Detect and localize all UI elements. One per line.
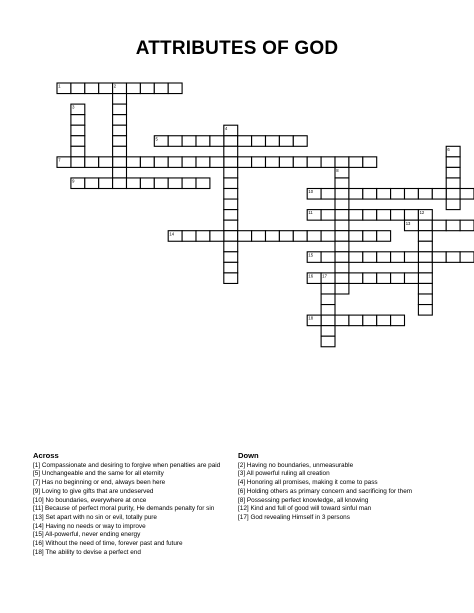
clue-text: Without the need of time, forever past and future bbox=[45, 540, 183, 548]
page-title: ATTRIBUTES OF GOD bbox=[135, 38, 339, 59]
grid-cell[interactable] bbox=[446, 178, 460, 189]
grid-cell[interactable] bbox=[321, 189, 335, 200]
clue-number: 2 bbox=[239, 461, 244, 469]
grid-cell[interactable] bbox=[405, 252, 419, 263]
grid-cell[interactable] bbox=[71, 157, 85, 168]
across-clue: [15] All-powerful, never ending energy bbox=[33, 531, 141, 539]
grid-cell[interactable] bbox=[335, 283, 349, 294]
cell-number: 7 bbox=[58, 157, 61, 163]
grid-cell[interactable] bbox=[418, 241, 432, 252]
clue-text: Honoring all promises, making it come to pass bbox=[246, 479, 378, 487]
grid-cell[interactable] bbox=[391, 252, 405, 263]
across-clue: [18] The ability to devise a perfect end bbox=[33, 548, 141, 556]
clue-text: Holding others as primary concern and sacrificing for them bbox=[246, 487, 413, 495]
grid-cell[interactable] bbox=[321, 231, 335, 242]
grid-cell[interactable] bbox=[432, 220, 446, 231]
grid-cell[interactable] bbox=[335, 252, 349, 263]
grid-cell[interactable] bbox=[349, 210, 363, 221]
grid-cell[interactable] bbox=[196, 178, 210, 189]
clue-number: 6 bbox=[239, 487, 244, 495]
grid-cell[interactable] bbox=[349, 252, 363, 263]
clue-number: 10 bbox=[34, 496, 42, 504]
grid-cell[interactable] bbox=[377, 273, 391, 284]
grid-cell[interactable] bbox=[71, 83, 85, 94]
grid-cell[interactable] bbox=[224, 210, 238, 221]
grid-cell[interactable] bbox=[85, 178, 99, 189]
grid-cell[interactable] bbox=[321, 157, 335, 168]
across-clue: [16] Without the need of time, forever past and future bbox=[33, 540, 183, 548]
clue-number: 14 bbox=[34, 522, 42, 530]
grid-cell[interactable] bbox=[113, 104, 127, 115]
grid-cell[interactable] bbox=[363, 315, 377, 326]
grid-cell[interactable] bbox=[99, 178, 113, 189]
clue-number: 12 bbox=[239, 505, 247, 513]
grid-cell[interactable] bbox=[391, 189, 405, 200]
grid-cell[interactable] bbox=[335, 220, 349, 231]
grid-cell[interactable] bbox=[113, 157, 127, 168]
grid-cell[interactable] bbox=[168, 178, 182, 189]
grid-cell[interactable] bbox=[279, 157, 293, 168]
grid-cell[interactable] bbox=[349, 189, 363, 200]
grid-cell[interactable] bbox=[85, 157, 99, 168]
grid-cell[interactable] bbox=[224, 199, 238, 210]
across-heading: Across bbox=[33, 451, 59, 460]
grid-cell[interactable] bbox=[293, 231, 307, 242]
grid-cell[interactable] bbox=[224, 220, 238, 231]
cell-number: 18 bbox=[308, 315, 314, 321]
grid-cell[interactable] bbox=[238, 136, 252, 147]
grid-cell[interactable] bbox=[140, 157, 154, 168]
clue-number: 16 bbox=[34, 540, 42, 548]
clue-number: 1 bbox=[34, 461, 39, 469]
across-clue: [13] Set apart with no sin or evil, totally pure bbox=[33, 513, 157, 521]
down-clue: [6] Holding others as primary concern and sacrificing for them bbox=[238, 487, 413, 495]
grid-cell[interactable] bbox=[418, 273, 432, 284]
grid-cell[interactable] bbox=[154, 83, 168, 94]
grid-cell[interactable] bbox=[377, 210, 391, 221]
grid-cell[interactable] bbox=[418, 262, 432, 273]
grid-cell[interactable] bbox=[140, 178, 154, 189]
grid-cell[interactable] bbox=[335, 189, 349, 200]
grid-cell[interactable] bbox=[224, 241, 238, 252]
grid-cell[interactable] bbox=[210, 136, 224, 147]
down-clue: [4] Honoring all promises, making it come to pass bbox=[238, 479, 378, 487]
grid-cell[interactable] bbox=[168, 83, 182, 94]
grid-cell[interactable] bbox=[168, 157, 182, 168]
grid-cell[interactable] bbox=[335, 157, 349, 168]
grid-cell[interactable] bbox=[252, 231, 266, 242]
grid-cell[interactable] bbox=[321, 252, 335, 263]
grid-cell[interactable] bbox=[418, 305, 432, 316]
across-clue: [14] Having no needs or way to improve bbox=[33, 522, 146, 530]
grid-cell[interactable] bbox=[432, 252, 446, 263]
grid-cell[interactable] bbox=[418, 283, 432, 294]
clue-text: Kind and full of good will toward sinful man bbox=[250, 505, 372, 513]
grid-cell[interactable] bbox=[335, 241, 349, 252]
cell-number: 1 bbox=[58, 83, 61, 89]
grid-cell[interactable] bbox=[446, 252, 460, 263]
grid-cell[interactable] bbox=[182, 178, 196, 189]
grid-cell[interactable] bbox=[182, 231, 196, 242]
across-clue: [7] Has no beginning or end, always been here bbox=[33, 479, 166, 487]
grid-cell[interactable] bbox=[99, 157, 113, 168]
grid-cell[interactable] bbox=[140, 83, 154, 94]
grid-cell[interactable] bbox=[321, 336, 335, 347]
cell-number: 2 bbox=[113, 83, 117, 89]
grid-cell[interactable] bbox=[363, 210, 377, 221]
grid-cell[interactable] bbox=[293, 157, 307, 168]
grid-cell[interactable] bbox=[113, 94, 127, 105]
down-clue: [2] Having no boundaries, unmeasurable bbox=[238, 461, 354, 469]
grid-cell[interactable] bbox=[335, 178, 349, 189]
grid-cell[interactable] bbox=[113, 167, 127, 178]
grid-cell[interactable] bbox=[363, 273, 377, 284]
clue-text: Possessing perfect knowledge, all knowing bbox=[246, 496, 369, 504]
grid-cell[interactable] bbox=[196, 136, 210, 147]
grid-cell[interactable] bbox=[182, 157, 196, 168]
grid-cell[interactable] bbox=[432, 189, 446, 200]
clue-text: Having no boundaries, unmeasurable bbox=[246, 461, 354, 469]
grid-cell[interactable] bbox=[224, 273, 238, 284]
grid-cell[interactable] bbox=[279, 231, 293, 242]
grid-cell[interactable] bbox=[349, 231, 363, 242]
across-clue: [1] Compassionate and desiring to forgive when penalties are paid bbox=[33, 461, 221, 469]
clue-number: 13 bbox=[34, 513, 42, 521]
grid-cell[interactable] bbox=[321, 283, 335, 294]
grid-cell[interactable] bbox=[418, 252, 432, 263]
grid-cell[interactable] bbox=[391, 273, 405, 284]
grid-cell[interactable] bbox=[71, 136, 85, 147]
cell-number: 16 bbox=[308, 273, 314, 279]
grid-cell[interactable] bbox=[405, 189, 419, 200]
grid-cell[interactable] bbox=[363, 189, 377, 200]
grid-cell[interactable] bbox=[154, 157, 168, 168]
grid-cell[interactable] bbox=[349, 315, 363, 326]
grid-cell[interactable] bbox=[307, 157, 321, 168]
grid-cell[interactable] bbox=[113, 125, 127, 136]
across-clue: [5] Unchangeable and the same for all eternity bbox=[33, 470, 164, 478]
grid-cell[interactable] bbox=[460, 189, 474, 200]
grid-cell[interactable] bbox=[335, 262, 349, 273]
grid-cell[interactable] bbox=[196, 231, 210, 242]
grid-cell[interactable] bbox=[335, 273, 349, 284]
cell-number: 15 bbox=[308, 252, 314, 258]
grid-cell[interactable] bbox=[307, 231, 321, 242]
grid-cell[interactable] bbox=[321, 305, 335, 316]
grid-cell[interactable] bbox=[154, 178, 168, 189]
grid-cell[interactable] bbox=[266, 231, 280, 242]
grid-cell[interactable] bbox=[349, 273, 363, 284]
grid-cell[interactable] bbox=[224, 231, 238, 242]
down-clue: [8] Possessing perfect knowledge, all knowing bbox=[238, 496, 369, 504]
clue-number: 4 bbox=[239, 479, 244, 487]
grid-cell[interactable] bbox=[224, 189, 238, 200]
cell-number: 13 bbox=[405, 220, 411, 226]
grid-cell[interactable] bbox=[446, 157, 460, 168]
clue-number: 5 bbox=[34, 470, 39, 478]
grid-cell[interactable] bbox=[418, 231, 432, 242]
grid-cell[interactable] bbox=[446, 167, 460, 178]
grid-cell[interactable] bbox=[377, 252, 391, 263]
clue-text: Compassionate and desiring to forgive when penalties are paid bbox=[41, 461, 221, 469]
clue-text: All-powerful, never ending energy bbox=[45, 531, 141, 539]
cell-number: 6 bbox=[447, 146, 450, 152]
grid-cell[interactable] bbox=[418, 220, 432, 231]
grid-cell[interactable] bbox=[363, 157, 377, 168]
grid-cell[interactable] bbox=[127, 157, 141, 168]
grid-cell[interactable] bbox=[85, 83, 99, 94]
grid-cell[interactable] bbox=[460, 220, 474, 231]
grid-cell[interactable] bbox=[71, 146, 85, 157]
grid-cell[interactable] bbox=[418, 189, 432, 200]
clue-text: Having no needs or way to improve bbox=[45, 522, 146, 530]
across-clue: [11] Because of perfect moral purity, He demands penalty for sin bbox=[33, 505, 215, 513]
grid-cell[interactable] bbox=[71, 115, 85, 126]
clue-text: God revealing Himself in 3 persons bbox=[250, 513, 350, 521]
clue-number: 3 bbox=[239, 470, 244, 478]
cell-number: 5 bbox=[155, 136, 158, 142]
clue-number: 9 bbox=[34, 487, 39, 495]
down-clue: [3] All powerful ruling all creation bbox=[238, 470, 330, 478]
grid-cell[interactable] bbox=[224, 262, 238, 273]
grid-cell[interactable] bbox=[293, 136, 307, 147]
clue-text: Set apart with no sin or evil, totally pure bbox=[45, 513, 157, 521]
cell-number: 8 bbox=[336, 168, 339, 173]
grid-cell[interactable] bbox=[335, 231, 349, 242]
grid-cell[interactable] bbox=[460, 252, 474, 263]
down-heading: Down bbox=[238, 451, 259, 460]
grid-cell[interactable] bbox=[224, 252, 238, 263]
clue-number: 11 bbox=[34, 505, 42, 513]
clue-text: Unchangeable and the same for all eternity bbox=[41, 470, 164, 478]
grid-cell[interactable] bbox=[418, 294, 432, 305]
cell-number: 3 bbox=[72, 104, 75, 110]
grid-cell[interactable] bbox=[363, 252, 377, 263]
grid-cell[interactable] bbox=[446, 199, 460, 210]
grid-cell[interactable] bbox=[99, 83, 113, 94]
grid-cell[interactable] bbox=[321, 326, 335, 337]
grid-cell[interactable] bbox=[224, 167, 238, 178]
grid-cell[interactable] bbox=[321, 315, 335, 326]
grid-cell[interactable] bbox=[335, 199, 349, 210]
grid-cell[interactable] bbox=[391, 315, 405, 326]
clue-text: Because of perfect moral purity, He demands penalty for sin bbox=[44, 505, 215, 513]
clue-text: No boundaries, everywhere at once bbox=[45, 496, 147, 504]
grid-cell[interactable] bbox=[238, 231, 252, 242]
grid-cell[interactable] bbox=[405, 210, 419, 221]
clue-text: Has no beginning or end, always been here bbox=[41, 479, 166, 487]
grid-cell[interactable] bbox=[266, 157, 280, 168]
grid-cell[interactable] bbox=[321, 210, 335, 221]
down-clues bbox=[238, 452, 448, 523]
grid-cell[interactable] bbox=[210, 231, 224, 242]
grid-cell[interactable] bbox=[252, 157, 266, 168]
down-clue-list bbox=[238, 462, 448, 523]
cell-number: 17 bbox=[322, 273, 327, 279]
grid-cell[interactable] bbox=[71, 125, 85, 136]
cell-number: 11 bbox=[308, 210, 313, 216]
clue-number: 17 bbox=[239, 513, 247, 521]
grid-cell[interactable] bbox=[377, 231, 391, 242]
grid-cell[interactable] bbox=[113, 178, 127, 189]
clue-number: 7 bbox=[34, 479, 39, 487]
cell-number: 14 bbox=[169, 231, 175, 237]
across-clues bbox=[33, 452, 228, 557]
grid-cell[interactable] bbox=[279, 136, 293, 147]
across-clue: [9] Loving to give gifts that are undeserved bbox=[33, 487, 154, 495]
grid-cell[interactable] bbox=[377, 315, 391, 326]
grid-cell[interactable] bbox=[224, 178, 238, 189]
grid-cell[interactable] bbox=[127, 83, 141, 94]
grid-cell[interactable] bbox=[196, 157, 210, 168]
grid-cell[interactable] bbox=[391, 210, 405, 221]
down-clue: [12] Kind and full of good will toward sinful man bbox=[238, 505, 372, 513]
grid-cell[interactable] bbox=[182, 136, 196, 147]
across-clue-list bbox=[33, 462, 228, 558]
grid-cell[interactable] bbox=[224, 136, 238, 147]
across-clue: [10] No boundaries, everywhere at once bbox=[33, 496, 147, 504]
cell-number: 9 bbox=[72, 178, 75, 184]
down-clue: [17] God revealing Himself in 3 persons bbox=[238, 513, 350, 521]
grid-cell[interactable] bbox=[238, 157, 252, 168]
grid-cell[interactable] bbox=[113, 115, 127, 126]
clue-text: Loving to give gifts that are undeserved bbox=[41, 487, 154, 495]
clue-number: 15 bbox=[34, 531, 42, 539]
grid-cell[interactable] bbox=[363, 231, 377, 242]
grid-cell[interactable] bbox=[252, 136, 266, 147]
clue-text: All powerful ruling all creation bbox=[246, 470, 330, 478]
grid-cell[interactable] bbox=[210, 157, 224, 168]
cell-number: 10 bbox=[308, 189, 314, 195]
grid-cell[interactable] bbox=[127, 178, 141, 189]
clue-number: 18 bbox=[34, 548, 42, 556]
grid-cell[interactable] bbox=[377, 189, 391, 200]
grid-cell[interactable] bbox=[446, 220, 460, 231]
grid-cell[interactable] bbox=[113, 136, 127, 147]
grid-cell[interactable] bbox=[224, 146, 238, 157]
grid-cell[interactable] bbox=[224, 157, 238, 168]
grid-cell[interactable] bbox=[113, 146, 127, 157]
clue-number: 8 bbox=[239, 496, 244, 504]
grid-cell[interactable] bbox=[321, 294, 335, 305]
grid-cell[interactable] bbox=[168, 136, 182, 147]
grid-cell[interactable] bbox=[405, 273, 419, 284]
cell-number: 4 bbox=[225, 125, 228, 131]
grid-cell[interactable] bbox=[349, 157, 363, 168]
grid-cell[interactable] bbox=[266, 136, 280, 147]
grid-cell[interactable] bbox=[446, 189, 460, 200]
cell-number: 12 bbox=[419, 210, 425, 216]
grid-cell[interactable] bbox=[335, 210, 349, 221]
clue-text: The ability to devise a perfect end bbox=[45, 548, 141, 556]
grid-cell[interactable] bbox=[335, 315, 349, 326]
